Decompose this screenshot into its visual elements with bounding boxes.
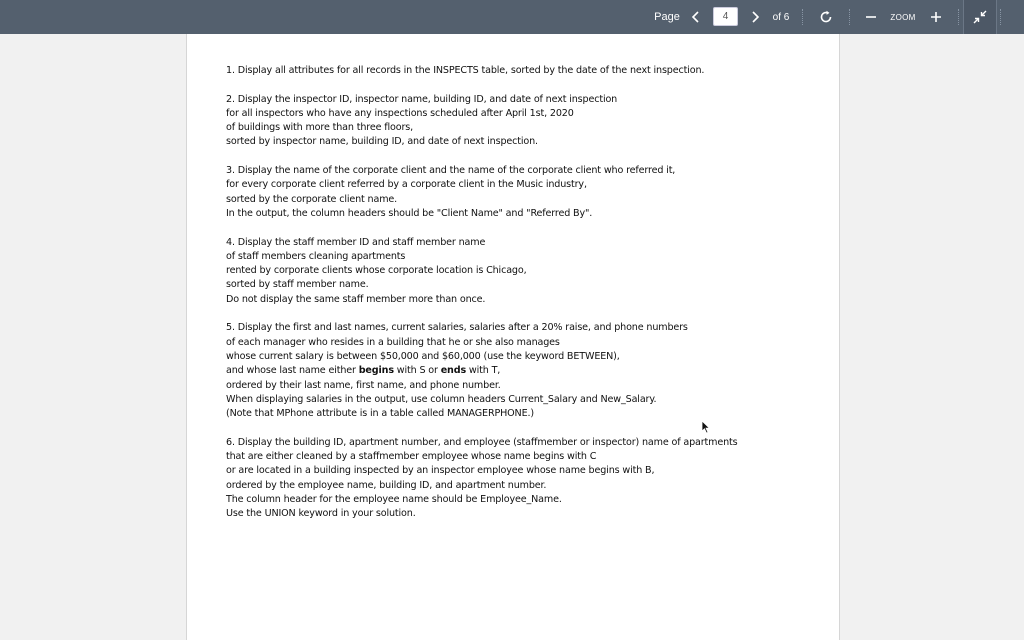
zoom-in-button[interactable] <box>927 0 945 34</box>
text-line: or are located in a building inspected by an inspector employee whose name begins with B, <box>226 465 655 477</box>
text-fragment: with T, <box>466 365 501 377</box>
text-fragment: and whose last name either <box>226 365 359 377</box>
text-line: sorted by the corporate client name. <box>226 193 398 205</box>
text-line: 6. Display the building ID, apartment number, and employee (staffmember or inspector) name of apartments <box>226 436 738 448</box>
bold-text: ends <box>440 365 467 377</box>
toolbar-divider <box>849 9 850 25</box>
exit-fullscreen-button[interactable] <box>963 0 997 34</box>
text-line: 4. Display the staff member ID and staff member name <box>226 236 486 248</box>
text-line: When displaying salaries in the output, use column headers Current_Salary and New_Salary. <box>226 393 657 405</box>
text-line: The column header for the employee name should be Employee_Name. <box>226 493 562 505</box>
chevron-right-icon <box>750 10 760 24</box>
pdf-toolbar <box>0 0 1024 34</box>
bold-text: begins <box>358 365 394 377</box>
minus-icon <box>865 11 877 23</box>
text-line: that are either cleaned by a staffmember employee whose name begins with C <box>226 451 597 463</box>
pdf-page <box>186 34 840 640</box>
text-line: sorted by staff member name. <box>226 279 369 291</box>
rotate-button[interactable] <box>815 0 837 34</box>
mouse-pointer-icon <box>701 420 711 434</box>
text-line: ordered by the employee name, building ID, and apartment number. <box>226 479 547 491</box>
zoom-label: ZOOM <box>890 12 916 22</box>
text-line: 2. Display the inspector ID, inspector name, building ID, and date of next inspection <box>226 93 618 105</box>
text-line: (Note that MPhone attribute is in a table called MANAGERPHONE.) <box>226 408 534 420</box>
question-5 <box>226 321 826 421</box>
text-line: for every corporate client referred by a corporate client in the Music industry, <box>226 179 587 191</box>
text-fragment: with S or <box>393 365 441 377</box>
question-6 <box>226 436 826 522</box>
question-4 <box>226 236 826 307</box>
text-line: 5. Display the first and last names, current salaries, salaries after a 20% raise, and phone numbers <box>226 322 688 334</box>
text-line: whose current salary is between $50,000 and $60,000 (use the keyword BETWEEN), <box>226 350 620 362</box>
page-total: of 6 <box>772 11 790 23</box>
question-2 <box>226 93 826 150</box>
text-line <box>226 364 826 378</box>
text-line: Do not display the same staff member more than once. <box>226 293 486 305</box>
exit-fullscreen-icon <box>973 10 987 24</box>
page-number-input[interactable]: 4 <box>713 7 738 26</box>
page-label: Page <box>654 11 680 23</box>
plus-icon <box>930 11 942 23</box>
document-text <box>226 64 826 536</box>
text-line: rented by corporate clients whose corporate location is Chicago, <box>226 265 527 277</box>
question-1 <box>226 64 826 78</box>
toolbar-divider <box>1000 9 1001 25</box>
text-line: 3. Display the name of the corporate client and the name of the corporate client who referred it, <box>226 165 676 177</box>
question-3 <box>226 164 826 221</box>
zoom-out-button[interactable] <box>862 0 880 34</box>
toolbar-divider <box>958 9 959 25</box>
text-line: Use the UNION keyword in your solution. <box>226 508 416 520</box>
text-line: of buildings with more than three floors, <box>226 122 413 134</box>
text-line: ordered by their last name, first name, and phone number. <box>226 379 501 391</box>
next-page-button[interactable] <box>746 0 764 34</box>
chevron-left-icon <box>691 10 701 24</box>
previous-page-button[interactable] <box>687 0 705 34</box>
toolbar-divider <box>802 9 803 25</box>
text-line: of staff members cleaning apartments <box>226 250 406 262</box>
text-line: In the output, the column headers should be "Client Name" and "Referred By". <box>226 207 593 219</box>
text-line: of each manager who resides in a building that he or she also manages <box>226 336 560 348</box>
text-line: sorted by inspector name, building ID, and date of next inspection. <box>226 136 538 148</box>
text-line: 1. Display all attributes for all records in the INSPECTS table, sorted by the date of the next inspection. <box>226 65 705 76</box>
text-line: for all inspectors who have any inspections scheduled after April 1st, 2020 <box>226 107 574 119</box>
rotate-icon <box>818 9 834 25</box>
